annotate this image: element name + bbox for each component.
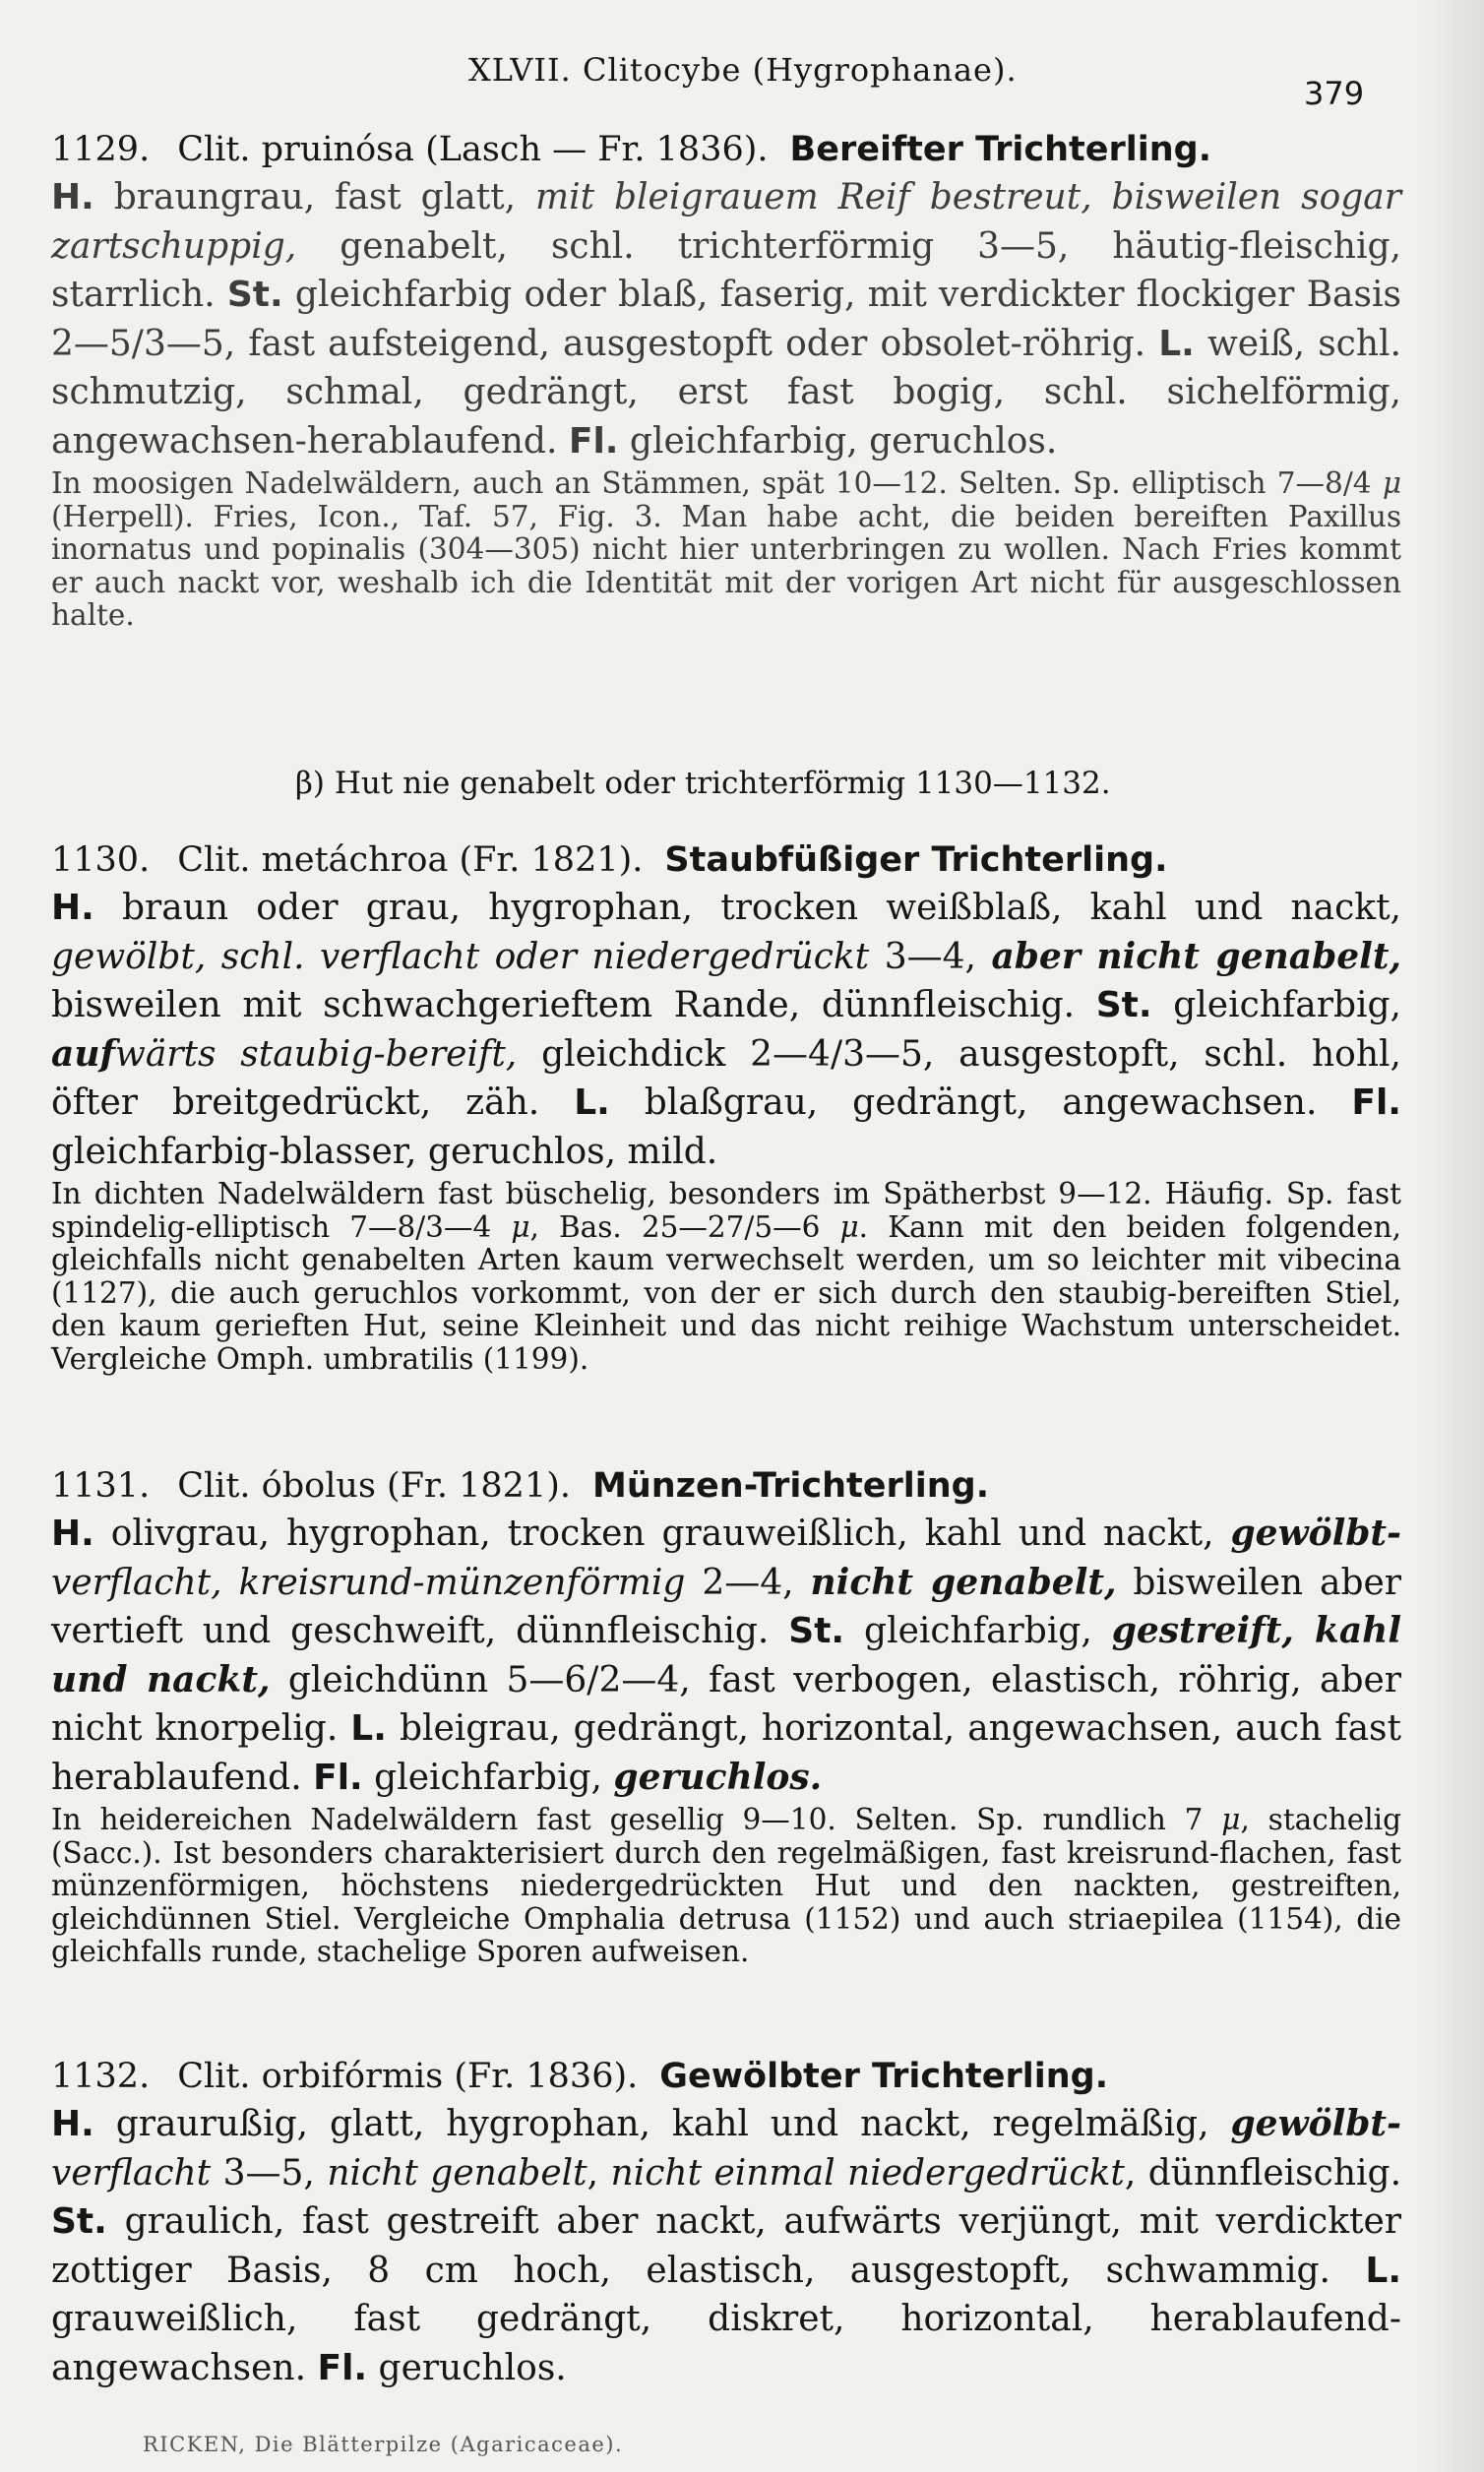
italic-text: verflacht [51,2152,212,2194]
field-label: L. [1365,2250,1401,2291]
running-header: XLVII. Clitocybe (Hygrophanae). [468,51,1018,89]
field-label: L. [1158,323,1195,364]
field-label: Fl. [1351,1082,1401,1123]
field-label: St. [788,1611,845,1651]
field-label: Fl. [317,2347,368,2388]
text-run: bisweilen aber vertieft und geschweift, dünnfleischig. [51,1562,1401,1651]
italic-text: μ [511,1209,530,1244]
text-run: gleichfarbig, [1151,985,1401,1025]
field-label: H. [51,177,94,217]
text-run: gleichfarbig, geruchlos. [618,420,1058,462]
footer-citation: RICKEN, Die Blätterpilze (Agaricaceae). [143,2433,624,2456]
entry-number: 1132. [51,2057,151,2096]
emphasis-text: gewölbt- [1230,2103,1401,2144]
species-entry-1131 [51,1462,1401,1969]
emphasis-text: gestreift, kahl und nackt, [51,1610,1401,1700]
entry-number: 1129. [51,130,151,169]
taxon-name: Clit. pruinósa (Lasch — Fr. 1836). [177,130,769,169]
german-name: Staubfüßiger Trichterling. [664,840,1168,880]
text-run: graulich, fast gestreift aber nackt, aufwärts verjüngt, mit verdickter zottiger Basis, 8 cm hoch, elastisch, ausgestopft, schwammig. [51,2201,1401,2291]
taxon-name: Clit. metáchroa (Fr. 1821). [177,840,644,880]
text-run: gleichfarbig oder blaß, faserig, mit verdickter flockiger Basis 2—5/3—5, fast aufsteigend, ausgestopft oder obsolet-röhrig. [51,275,1401,364]
german-name: Gewölbter Trichterling. [659,2057,1109,2096]
text-run: gleichdick 2—4/3—5, ausgestopft, schl. hohl, öfter breitgedrückt, zäh. [51,1033,1401,1123]
species-description [51,2100,1401,2392]
species-description [51,1510,1401,1802]
italic-text: wärts staubig-bereift, [115,1033,518,1075]
text-run: genabelt, schl. trichterförmig 3—5, häutig-fleischig, starrlich. [51,225,1401,315]
field-label: St. [226,275,283,315]
text-run: bleigrau, gedrängt, horizontal, angewachsen, auch fast herablaufend. [51,1708,1401,1798]
emphasis-text: auf [51,1032,115,1075]
field-label: H. [51,888,94,928]
italic-text: μ [839,1209,859,1244]
german-name: Münzen-Trichterling. [592,1466,990,1506]
text-run: . Kann mit den beiden folgenden, gleichfalls nicht genabelten Arten kaum verwechselt werden, um so leichter mit vibecina (1127), die auch geruchlos vorkommt, von der er sich durch den staubig-bereiften Stiel, den kaum gerieften Hut, seine Kleinheit und das nicht reihige Wachstum unterscheidet. Vergleiche Omph. umbratilis (1199). [51,1209,1402,1376]
italic-text: nicht genabelt [327,2152,587,2194]
text-run: grauweißlich, fast gedrängt, diskret, horizontal, herablaufend-angewachsen. [51,2299,1401,2388]
text-run: braun oder grau, hygrophan, trocken weißblaß, kahl und nackt, [93,888,1401,928]
page-number: 379 [1304,75,1365,112]
emphasis-text: geruchlos. [613,1756,823,1798]
text-run: gleichfarbig, [362,1757,614,1798]
entry-heading [51,1462,1401,1510]
text-run: bisweilen mit schwachgerieftem Rande, dünnfleischig. [51,985,1096,1025]
text-run: (Herpell). Fries, Icon., Taf. 57, Fig. 3. Man habe acht, die beiden bereiften Paxillus inornatus und popinalis (304—305) nicht hier unterbringen zu wollen. Nach Fries kommt er auch nackt vor, weshalb ich die Identität mit der vorigen Art nicht für ausgeschlossen halte. [51,499,1401,632]
species-description [51,173,1401,465]
taxon-name: Clit. orbifórmis (Fr. 1836). [177,2057,639,2096]
italic-text: gewölbt, schl. verflacht oder niedergedrückt [51,936,870,977]
text-run: geruchlos. [367,2347,567,2388]
entry-number: 1130. [51,840,151,880]
italic-text: nicht einmal niedergedrückt [610,2152,1125,2194]
entry-number: 1131. [51,1466,151,1506]
text-run: 3—4, [869,936,992,977]
text-run: weiß, schl. schmutzig, schmal, gedrängt, erst fast bogig, schl. sichelförmig, angewachsen-herablaufend. [51,323,1401,462]
field-label: St. [1095,985,1152,1025]
emphasis-text: nicht genabelt, [810,1561,1117,1603]
field-label: L. [350,1708,387,1749]
text-run: , [587,2152,611,2194]
taxon-name: Clit. óbolus (Fr. 1821). [177,1466,571,1506]
text-run: , stachelig (Sacc.). Ist besonders charakterisiert durch den regelmäßigen, fast kreisrund-flachen, fast münzenförmigen, höchstens niedergedrückten Hut und den nackten, gestreiften, gleichdünnen Stiel. Vergleiche Omphalia detrusa (1152) und auch striaepilea (1154), die gleichfalls runde, stachelige Sporen aufweisen. [51,1803,1401,1968]
text-run: graurußig, glatt, hygrophan, kahl und nackt, regelmäßig, [93,2104,1231,2144]
species-entry-1129 [51,126,1401,633]
field-label: St. [51,2201,107,2242]
habitat-note [51,1178,1401,1376]
subheading-text: β) Hut nie genabelt oder trichterförmig 1130—1132. [295,766,1111,801]
text-run: In moosigen Nadelwäldern, auch an Stämmen, spät 10—12. Selten. Sp. elliptisch 7—8/4 [51,466,1383,500]
text-run: braungrau, fast glatt, [93,177,535,217]
italic-text: verflacht, kreisrund-münzenförmig [51,1562,686,1603]
field-label: H. [51,2104,94,2144]
emphasis-text: gewölbt- [1230,1513,1401,1554]
italic-text: μ [1382,466,1401,500]
field-label: H. [51,1514,94,1554]
emphasis-text: aber nicht genabelt, [991,935,1402,977]
field-label: Fl. [313,1757,363,1798]
text-run: blaßgrau, gedrängt, angewachsen. [609,1082,1352,1123]
text-run: In dichten Nadelwäldern fast büschelig, besonders im Spätherbst 9—12. Häufig. Sp. fast spindelig-elliptisch 7—8/3—4 [51,1177,1401,1244]
species-description [51,884,1401,1176]
text-run: gleichfarbig, [844,1611,1112,1651]
habitat-note [51,1804,1401,1969]
field-label: L. [574,1082,610,1123]
text-run: In heidereichen Nadelwäldern fast gesellig 9—10. Selten. Sp. rundlich 7 [51,1803,1222,1836]
entry-heading [51,836,1401,884]
german-name: Bereifter Trichterling. [789,130,1212,169]
text-run: gleichfarbig-blasser, geruchlos, mild. [51,1131,718,1172]
text-run: 2—4, [685,1562,811,1603]
field-label: Fl. [568,420,619,462]
entry-heading [51,2053,1401,2100]
species-entry-1132 [51,2053,1401,2392]
section-subheading [51,764,1401,803]
text-run: , dünnfleischig. [1124,2152,1402,2194]
text-run: 3—5, [211,2152,328,2194]
italic-text: mit bleigrauem Reif bestreut, bisweilen sogar zartschuppig, [51,177,1401,267]
habitat-note [51,467,1401,633]
text-run: , Bas. 25—27/5—6 [529,1209,840,1244]
text-run: gleichdünn 5—6/2—4, fast verbogen, elastisch, röhrig, aber nicht knorpelig. [51,1659,1401,1749]
entry-heading [51,126,1401,173]
italic-text: μ [1221,1803,1241,1836]
text-run: olivgrau, hygrophan, trocken grauweißlich, kahl und nackt, [93,1514,1231,1554]
species-entry-1130 [51,836,1401,1376]
